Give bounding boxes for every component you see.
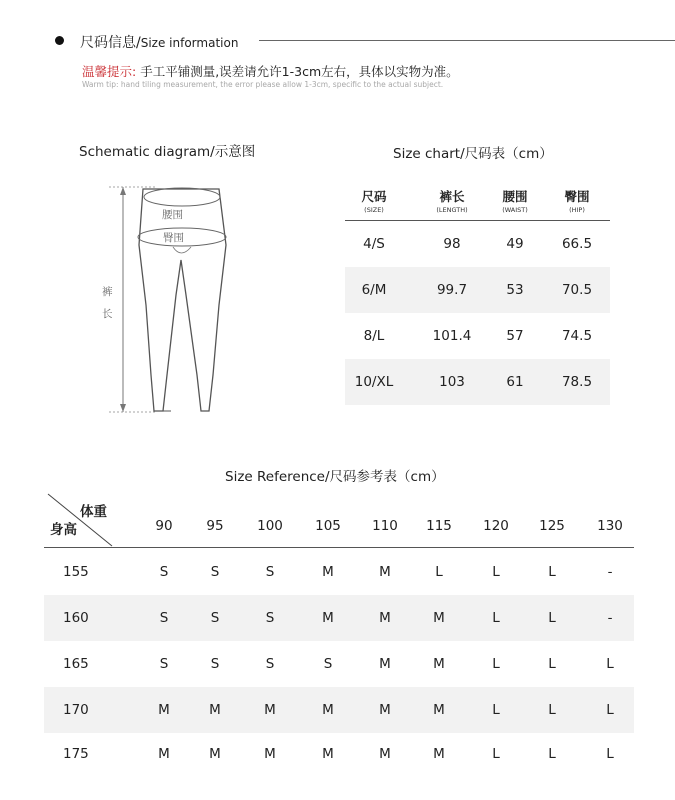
col-header-length xyxy=(425,190,479,216)
size-cell: M xyxy=(433,656,445,672)
size-cell: M xyxy=(433,610,445,626)
size-cell: M xyxy=(433,702,445,718)
size-cell: M xyxy=(379,610,391,626)
row-height: 155 xyxy=(63,564,89,580)
size-cell: S xyxy=(210,610,220,626)
size-cell: S xyxy=(159,656,169,672)
size-cell: L xyxy=(606,702,614,718)
hip-label: 臀围 xyxy=(163,232,184,244)
size-cell: L xyxy=(492,702,500,718)
col-header-hip xyxy=(555,190,599,216)
size-chart-title: Size chart/尺码表（cm） xyxy=(393,146,553,162)
size-cell: L xyxy=(548,656,556,672)
size-cell: M xyxy=(209,702,221,718)
size-cell: L xyxy=(548,702,556,718)
cell-waist: 57 xyxy=(506,328,524,344)
size-cell: M xyxy=(322,564,334,580)
size-cell: L xyxy=(492,656,500,672)
reference-divider xyxy=(44,547,634,548)
size-cell: M xyxy=(209,746,221,762)
cell-hip: 66.5 xyxy=(561,236,593,252)
weight-header: 90 xyxy=(155,518,173,534)
size-reference-title: Size Reference/尺码参考表（cm） xyxy=(225,469,445,485)
title-zh: 尺码信息/ xyxy=(80,35,141,51)
col-header-waist xyxy=(492,190,538,216)
cell-waist: 53 xyxy=(506,282,524,298)
size-cell: M xyxy=(379,702,391,718)
table-row xyxy=(44,731,634,777)
size-cell: L xyxy=(548,746,556,762)
weight-header: 110 xyxy=(372,518,398,534)
waist-label: 腰围 xyxy=(162,209,183,221)
size-cell: L xyxy=(492,610,500,626)
cell-size: 6/M xyxy=(361,282,387,298)
col-header-zh: 臀围 xyxy=(564,189,590,204)
table-row xyxy=(345,267,610,313)
cell-length: 103 xyxy=(439,374,465,390)
col-header-zh: 裤长 xyxy=(439,189,465,204)
size-cell: L xyxy=(548,610,556,626)
weight-header: 125 xyxy=(539,518,565,534)
bullet-dot xyxy=(55,36,64,45)
table-row xyxy=(345,221,610,267)
cell-hip: 78.5 xyxy=(561,374,593,390)
title-en: Size information xyxy=(140,36,239,50)
table-row xyxy=(44,595,634,641)
weight-header: 120 xyxy=(483,518,509,534)
size-cell: S xyxy=(265,656,275,672)
row-height: 165 xyxy=(63,656,89,672)
size-cell: M xyxy=(379,656,391,672)
weight-header: 105 xyxy=(315,518,341,534)
size-cell: S xyxy=(210,656,220,672)
size-cell: L xyxy=(492,564,500,580)
size-cell: M xyxy=(322,746,334,762)
size-cell: L xyxy=(492,746,500,762)
size-cell: - xyxy=(607,564,613,580)
length-label-2: 长 xyxy=(102,308,113,320)
size-cell: M xyxy=(158,746,170,762)
cell-size: 4/S xyxy=(363,236,385,252)
weight-header: 130 xyxy=(597,518,623,534)
tip-label: 温馨提示: xyxy=(82,64,137,79)
header-divider xyxy=(259,40,675,41)
size-cell: S xyxy=(265,610,275,626)
col-header-size xyxy=(349,190,399,216)
size-cell: S xyxy=(210,564,220,580)
size-cell: L xyxy=(435,564,443,580)
row-height: 160 xyxy=(63,610,89,626)
col-header-zh: 腰围 xyxy=(502,189,528,204)
tip-text: 手工平铺测量,误差请允许1-3cm左右，具体以实物为准。 xyxy=(140,64,459,79)
table-row xyxy=(44,687,634,733)
size-cell: L xyxy=(606,746,614,762)
size-cell: M xyxy=(322,610,334,626)
cell-hip: 70.5 xyxy=(561,282,593,298)
cell-length: 99.7 xyxy=(436,282,468,298)
cell-size: 10/XL xyxy=(354,374,394,390)
cell-waist: 61 xyxy=(506,374,524,390)
size-cell: S xyxy=(159,564,169,580)
size-cell: L xyxy=(606,656,614,672)
schematic-title: Schematic diagram/示意图 xyxy=(79,144,256,160)
cell-hip: 74.5 xyxy=(561,328,593,344)
warm-tip-english: Warm tip: hand tiling measurement, the error please allow 1-3cm, specific to the actual subject. xyxy=(82,80,444,89)
weight-header: 100 xyxy=(257,518,283,534)
size-cell: M xyxy=(158,702,170,718)
size-cell: S xyxy=(159,610,169,626)
col-header-en: (WAIST) xyxy=(502,206,528,214)
cell-length: 101.4 xyxy=(432,328,472,344)
corner-weight-label: 体重 xyxy=(80,504,107,520)
warm-tip xyxy=(82,62,459,80)
col-header-en: (LENGTH) xyxy=(436,206,468,214)
cell-length: 98 xyxy=(443,236,461,252)
col-header-en: (HIP) xyxy=(569,206,585,214)
size-cell: L xyxy=(548,564,556,580)
cell-size: 8/L xyxy=(363,328,385,344)
size-cell: M xyxy=(264,746,276,762)
table-row xyxy=(44,549,634,595)
weight-header: 115 xyxy=(426,518,452,534)
table-row xyxy=(44,641,634,687)
corner-height-label: 身高 xyxy=(50,522,77,538)
row-height: 170 xyxy=(63,702,89,718)
size-cell: M xyxy=(379,564,391,580)
section-title-size-info xyxy=(80,32,238,52)
size-cell: S xyxy=(265,564,275,580)
cell-waist: 49 xyxy=(506,236,524,252)
size-cell: M xyxy=(264,702,276,718)
row-height: 175 xyxy=(63,746,89,762)
table-row xyxy=(345,359,610,405)
size-cell: S xyxy=(323,656,333,672)
size-cell: M xyxy=(322,702,334,718)
size-cell: M xyxy=(433,746,445,762)
col-header-en: (SIZE) xyxy=(364,206,384,214)
length-label-1: 裤 xyxy=(102,286,113,298)
table-row xyxy=(345,313,610,359)
size-cell: M xyxy=(379,746,391,762)
size-cell: - xyxy=(607,610,613,626)
col-header-zh: 尺码 xyxy=(361,189,387,204)
weight-header: 95 xyxy=(206,518,224,534)
